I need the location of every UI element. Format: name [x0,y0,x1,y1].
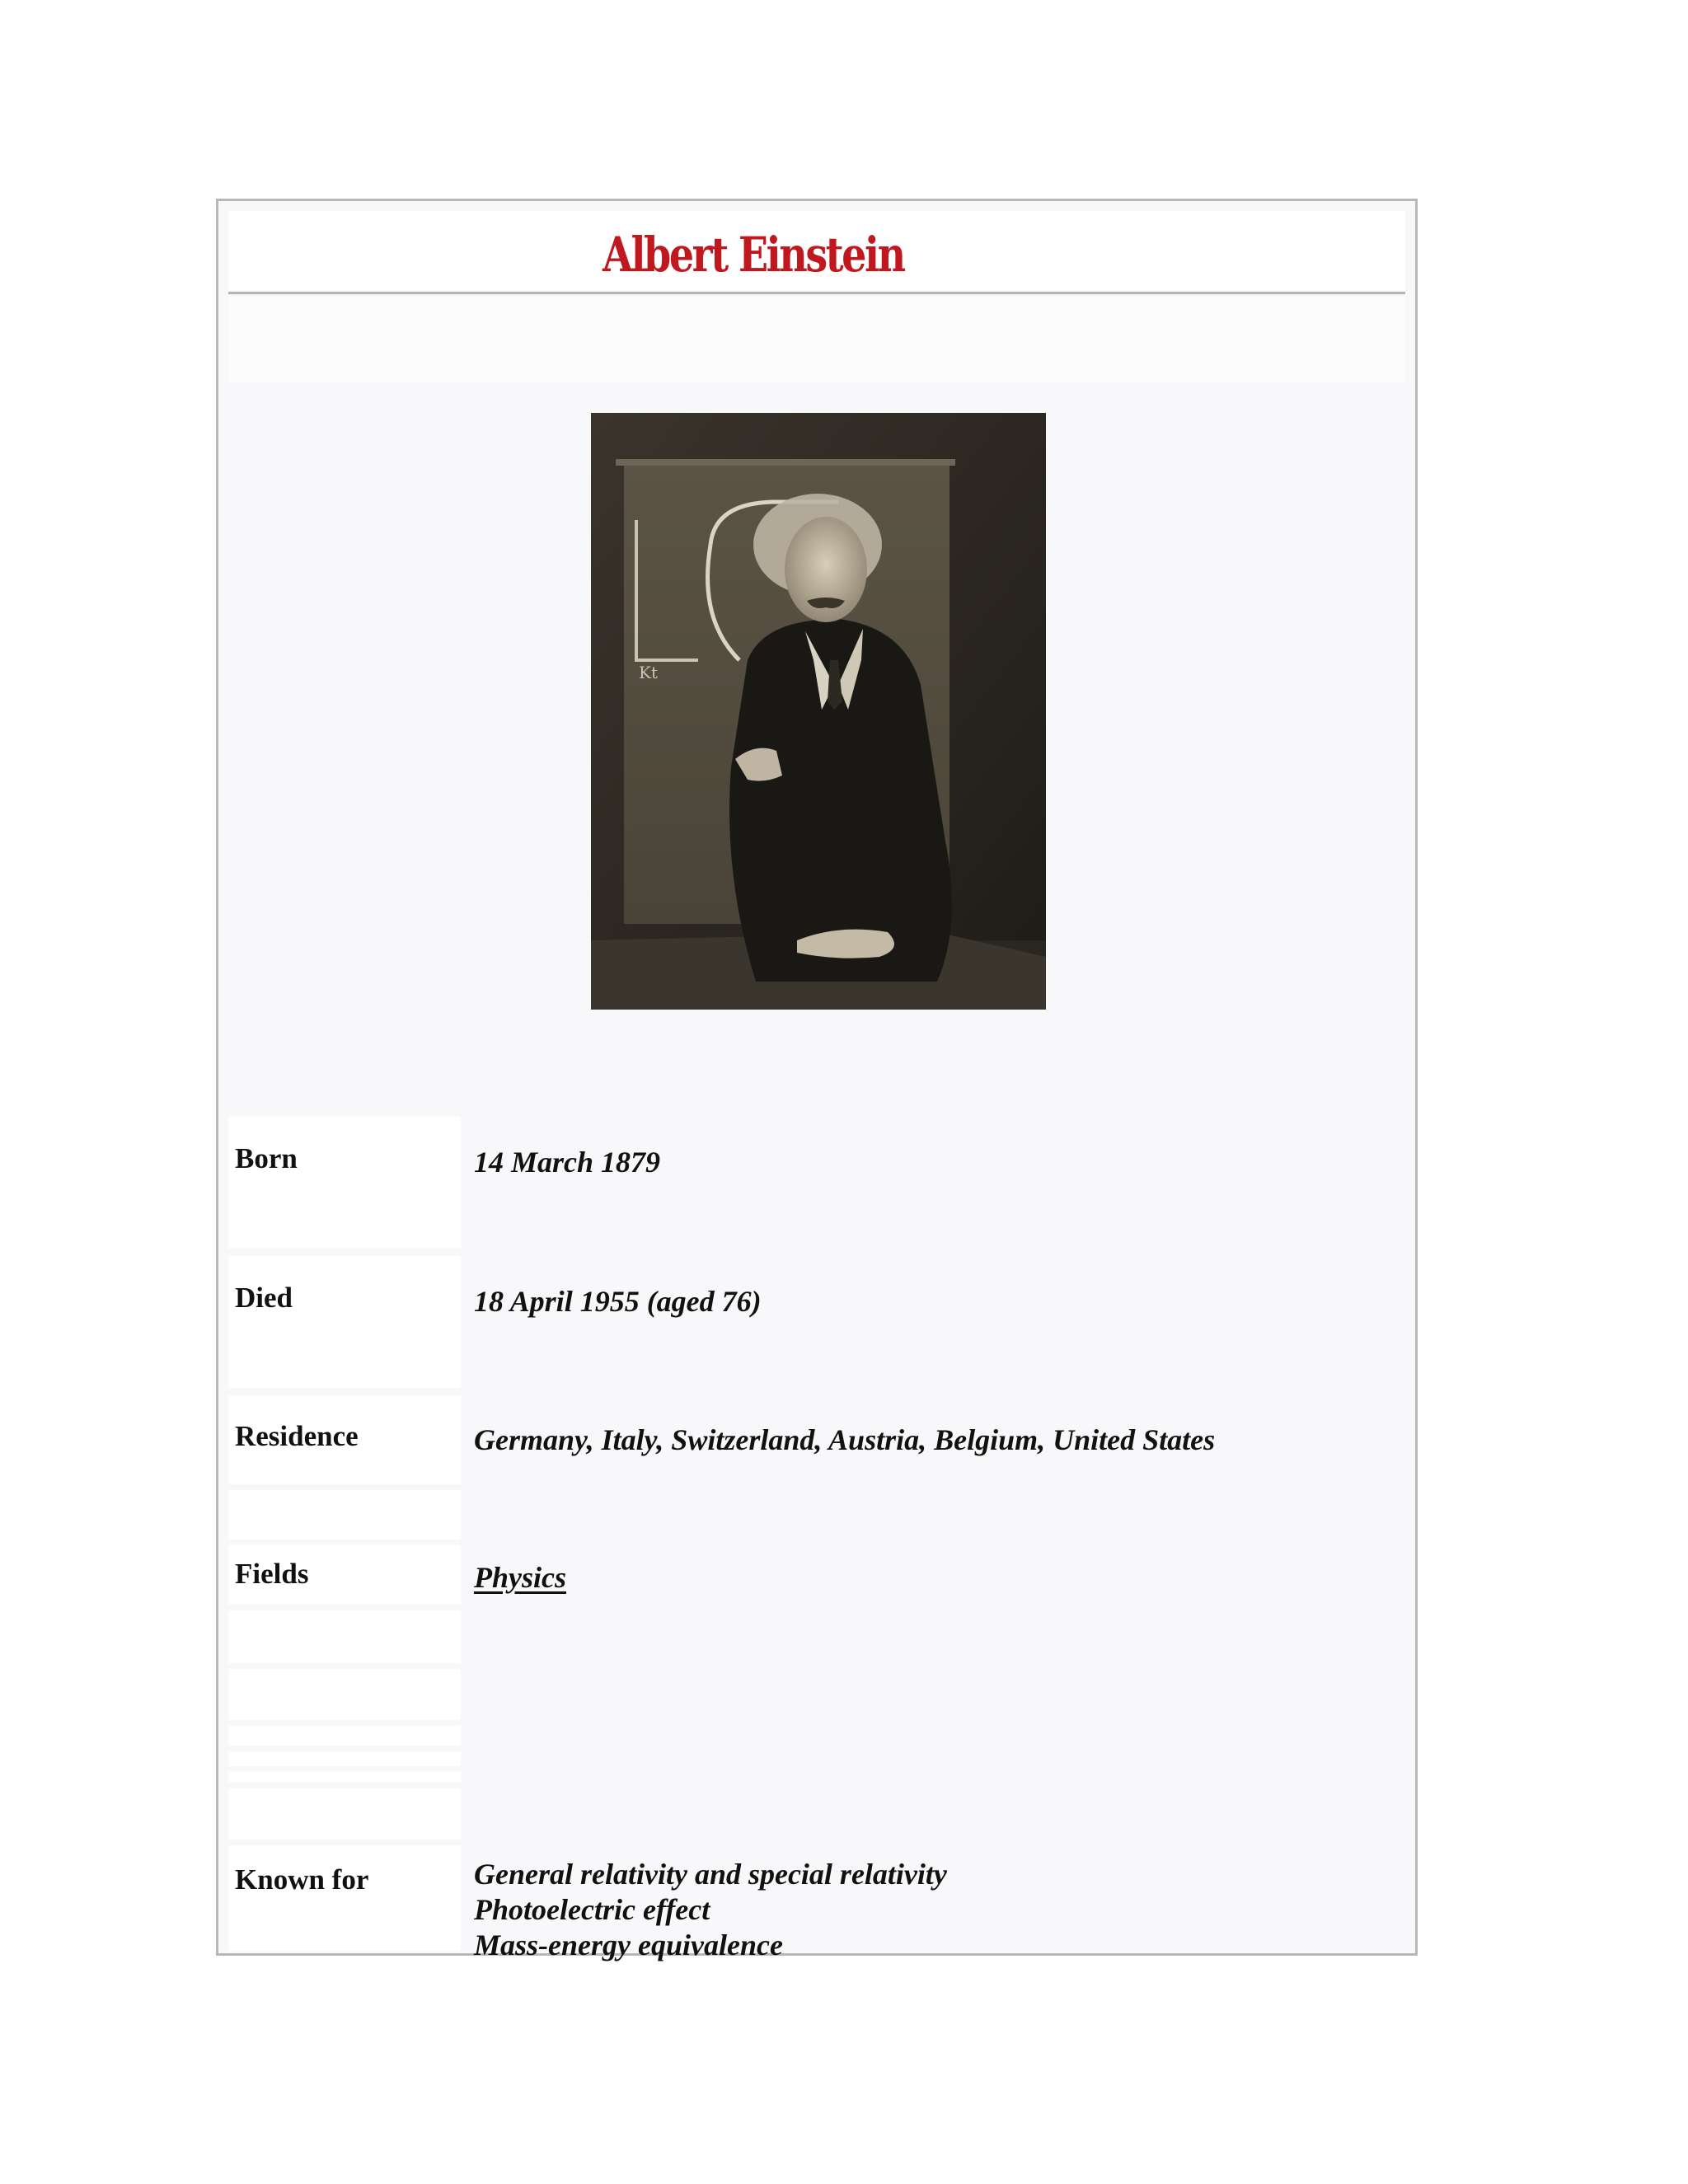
row-value-died: 18 April 1955 (aged 76) [474,1285,762,1318]
label-cell-blank [228,1490,461,1540]
title-divider [228,292,1405,294]
label-cell-blank [228,1788,461,1840]
row-value-residence: Germany, Italy, Switzerland, Austria, Belgium, United States [474,1423,1216,1456]
label-cell-blank [228,1669,461,1720]
label-cell-died [228,1256,461,1388]
row-label-born: Born [235,1142,298,1174]
label-cell-blank [228,1610,461,1663]
known-for-list [474,1857,947,1963]
label-cell-born [228,1117,461,1249]
svg-text:Kt: Kt [639,663,658,682]
known-for-item: Photoelectric effect [474,1893,710,1926]
label-cell-blank [228,1771,461,1783]
label-cell-blank [228,1751,461,1766]
known-for-item: General relativity and special relativity [474,1858,947,1891]
row-label-residence: Residence [235,1420,359,1452]
row-label-known-for: Known for [235,1863,369,1896]
row-value-born: 14 March 1879 [474,1146,661,1179]
portrait-photo [591,413,1046,1010]
infobox-title: Albert Einstein [603,227,904,283]
row-label-died: Died [235,1282,293,1314]
fields-link[interactable]: Physics [474,1561,566,1594]
label-cell-known-for [228,1845,461,1951]
row-label-fields: Fields [235,1558,309,1590]
blank-row [228,297,1405,382]
title-band [228,211,1405,290]
label-cell-blank [228,1726,461,1746]
known-for-item: Mass-energy equivalence [474,1929,783,1961]
infobox [216,199,1418,1961]
